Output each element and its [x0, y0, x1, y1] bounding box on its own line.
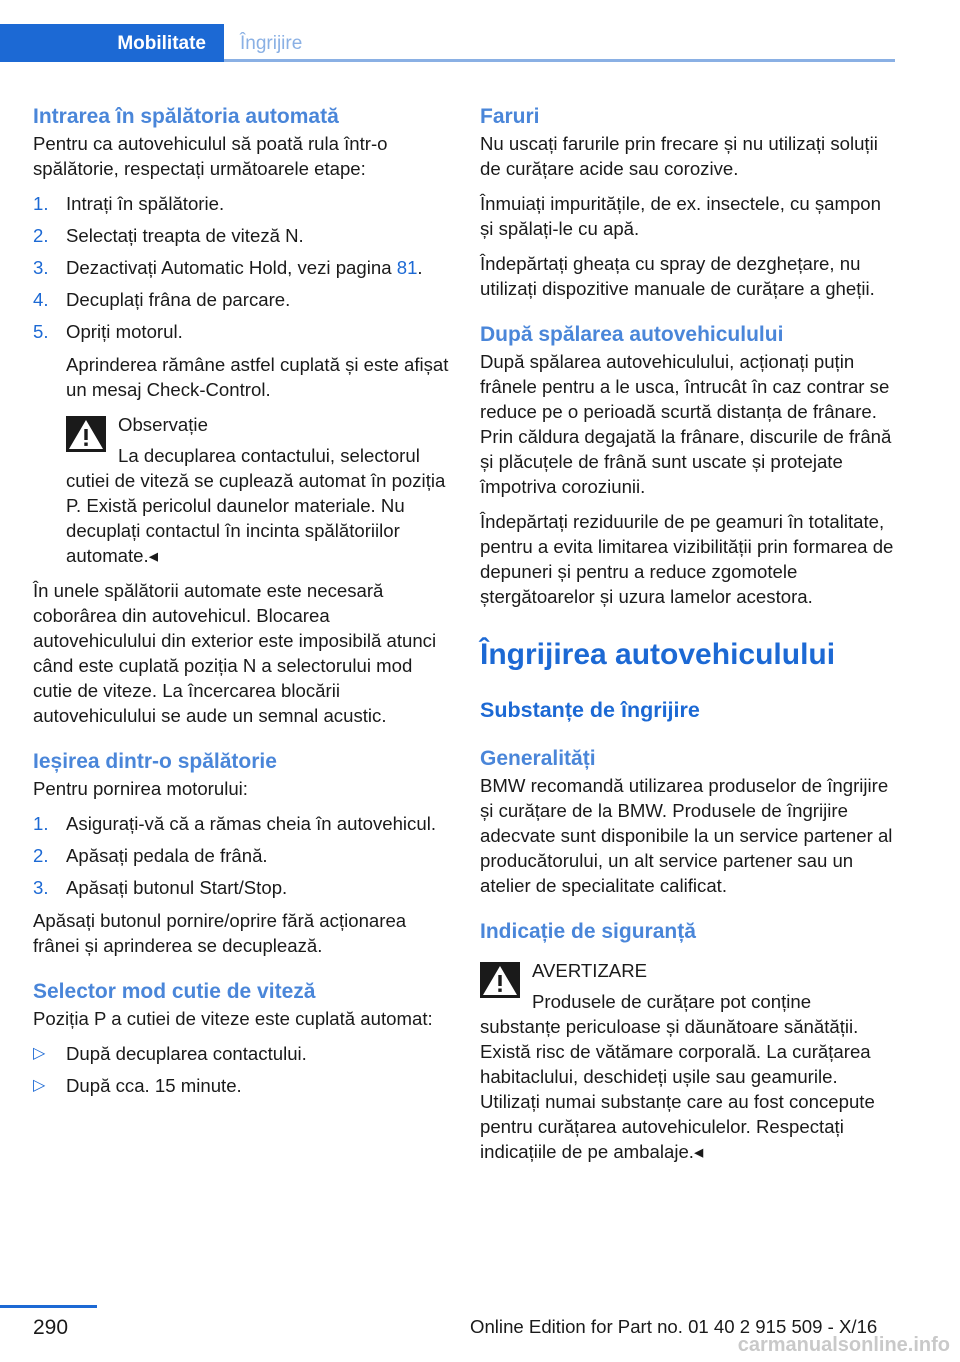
- left-column: [33, 103, 451, 1106]
- watermark: carmanualsonline.info: [737, 1334, 950, 1356]
- warning-title: Observație: [118, 414, 208, 435]
- list-item: [33, 191, 451, 216]
- step-number: 1.: [33, 193, 49, 214]
- step-text: Apăsați pedala de frână.: [66, 845, 268, 866]
- para-coborare: În unele spălătorii automate este necesară coborârea din autovehicul. Blocarea autovehiculului din exterior este imposibilă atunci când este cuplată poziția N a selectorului mod cutie de viteze. La încercarea blocării autovehiculului se aude un semnal acustic.: [33, 580, 437, 726]
- chapter-title-ingrijire: Îngrijirea autovehiculului: [480, 638, 836, 671]
- warning-body: [480, 989, 896, 1164]
- warning-body-text: La decuplarea contactului, selectorul cutiei de viteză se cuplează automat în poziția P. Există pericolul daunelor materiale. Nu decuplați contactul în incinta spălătoriilor automate.◂: [66, 445, 446, 566]
- warning-observatie: [66, 412, 451, 568]
- step-number: 5.: [33, 321, 49, 342]
- intro-selector: Poziția P a cutiei de viteze este cuplată automat:: [33, 1008, 433, 1029]
- tab-mobilitate[interactable]: [0, 24, 224, 62]
- section-title-siguranta: Indicație de siguranță: [480, 920, 696, 943]
- steps-iesire: [33, 811, 451, 900]
- section-title-generalitati: Generalități: [480, 747, 596, 770]
- step-text: Opriți motorul.: [66, 321, 183, 342]
- list-selector: [33, 1041, 451, 1098]
- step-text: Apăsați butonul Start/Stop.: [66, 877, 288, 898]
- warning-avertizare: [480, 958, 896, 1164]
- tab-mobilitate-label: Mobilitate: [117, 33, 206, 54]
- section-title-dupa-spalare: După spălarea autovehiculului: [480, 323, 784, 346]
- step-number: 2.: [33, 845, 49, 866]
- step-number: 2.: [33, 225, 49, 246]
- section-title-iesire: Ieșirea dintr-o spălătorie: [33, 750, 277, 773]
- warning-triangle-icon: [480, 962, 520, 998]
- page-link-81[interactable]: 81: [396, 257, 418, 278]
- intro-spalatorie: Pentru ca autovehiculul să poată rula într-o spălătorie, respectați următoarele etape:: [33, 133, 388, 179]
- step-text: Decuplați frâna de parcare.: [66, 289, 291, 310]
- triangle-bullet-icon: ▷: [33, 1077, 46, 1094]
- list-item-text: După cca. 15 minute.: [66, 1075, 242, 1096]
- footer-rule: [0, 1305, 97, 1308]
- step-number: 4.: [33, 289, 49, 310]
- para-faruri-2: Înmuiați impuritățile, de ex. insectele, cu șampon și spălați-le cu apă.: [480, 193, 881, 239]
- section-title-spalatorie: Intrarea în spălătoria automată: [33, 105, 339, 128]
- list-item: [33, 287, 451, 312]
- right-column: [480, 103, 896, 1174]
- list-item: [33, 319, 451, 344]
- para-pornire-oprire: Apăsați butonul pornire/oprire fără acționarea frânei și aprinderea se decuplează.: [33, 910, 407, 956]
- subchapter-title-substante: Substanțe de îngrijire: [480, 698, 700, 722]
- step5-note: Aprinderea rămâne astfel cuplată și este afișat un mesaj Check-Control.: [66, 354, 449, 400]
- list-item: [33, 1041, 451, 1066]
- step-number: 1.: [33, 813, 49, 834]
- para-generalitati: BMW recomandă utilizarea produselor de îngrijire și curățare de la BMW. Produsele de îngrijire adecvate sunt disponibile la un service partener al producătorului, un alt service partener sau un atelier de specialitate calificat.: [480, 775, 893, 896]
- warning-body: [66, 443, 451, 568]
- intro-iesire: Pentru pornirea motorului:: [33, 778, 248, 799]
- section-title-faruri: Faruri: [480, 105, 540, 128]
- step-text-end: .: [417, 257, 423, 278]
- section-title-selector: Selector mod cutie de viteză: [33, 980, 316, 1003]
- para-dupa-spalare-1: După spălarea autovehiculului, acționați puțin frânele pentru a le usca, întrucât în caz contrar se reduce pe o perioadă scurtă distanța de frânare. Prin căldura degajată la frânare, discurile de frână și plăcuțele de frână sunt uscate și protejate împotriva coroziunii.: [480, 351, 892, 497]
- step-text: Intrați în spălătorie.: [66, 193, 225, 214]
- header-tabbar: [0, 24, 895, 62]
- list-item: [33, 223, 451, 248]
- edition-note: Online Edition for Part no. 01 40 2 915 509 - X/16: [470, 1316, 878, 1337]
- list-item-text: După decuplarea contactului.: [66, 1043, 307, 1064]
- list-item: [33, 811, 451, 836]
- list-item: [33, 1073, 451, 1098]
- para-faruri-3: Îndepărtați gheața cu spray de dezghețare, nu utilizați dispozitive manuale de curățare a gheții.: [480, 253, 875, 299]
- step-number: 3.: [33, 257, 49, 278]
- triangle-bullet-icon: ▷: [33, 1045, 46, 1062]
- list-item: [33, 255, 451, 280]
- list-item: [33, 843, 451, 868]
- list-item: [33, 875, 451, 900]
- warning-body-text: Produsele de curățare pot conține substanțe periculoase și dăunătoare sănătății. Există risc de vătămare corporală. La curățarea habitaclului, deschideți ușile sau geamurile. Utilizați numai substanțe care au fost concepute pentru curățarea autovehiculelor. Respectați indicațiile de pe ambalaje.◂: [480, 991, 875, 1162]
- step-text: Selectați treapta de viteză N.: [66, 225, 304, 246]
- steps-spalatorie: [33, 191, 451, 344]
- para-dupa-spalare-2: Îndepărtați reziduurile de pe geamuri în totalitate, pentru a evita limitarea vizibilității prin formarea de depuneri și pentru a reduce zgomotele ștergătoarelor și uzura lamelor acestora.: [480, 511, 894, 607]
- tab-ingrijire[interactable]: Îngrijire: [240, 33, 303, 54]
- step-text: Dezactivați Automatic Hold, vezi pagina: [66, 257, 397, 278]
- step-text: Asigurați-vă că a rămas cheia în autovehicul.: [66, 813, 436, 834]
- tab-underline: [224, 59, 895, 62]
- page-number: 290: [33, 1316, 69, 1339]
- step-number: 3.: [33, 877, 49, 898]
- warning-triangle-icon: [66, 416, 106, 452]
- para-faruri-1: Nu uscați farurile prin frecare și nu utilizați soluții de curățare acide sau corozive.: [480, 133, 878, 179]
- warning-title: AVERTIZARE: [532, 960, 648, 981]
